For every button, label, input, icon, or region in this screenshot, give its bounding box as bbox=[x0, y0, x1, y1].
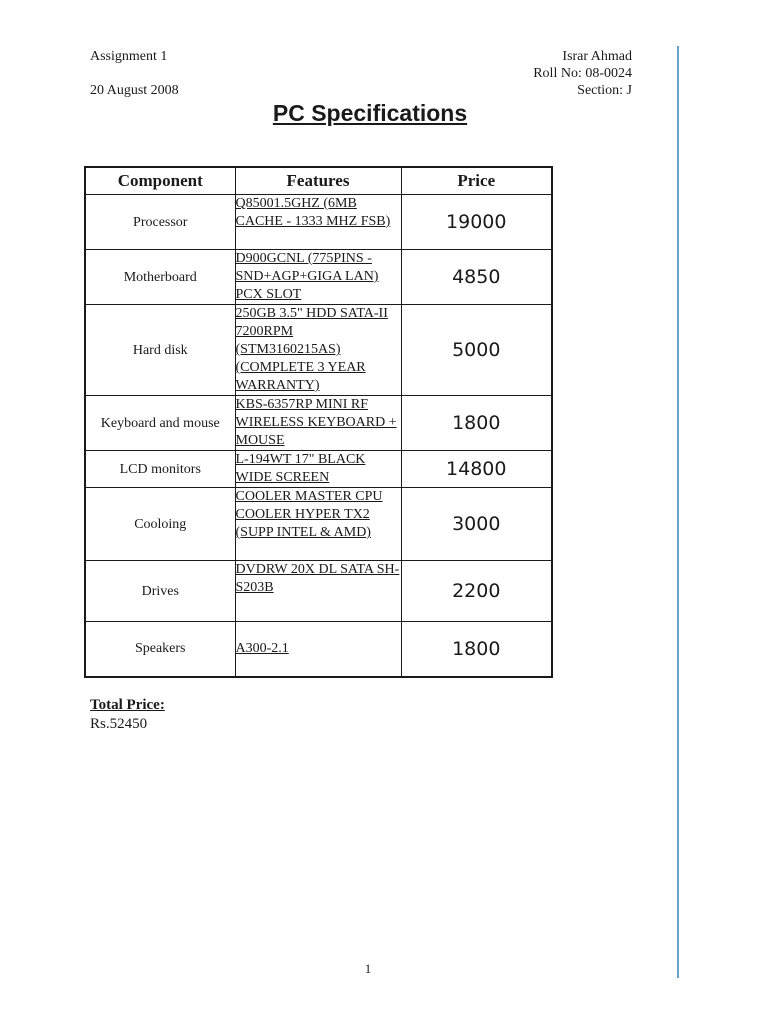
table-row bbox=[85, 305, 552, 396]
page-title: PC Specifications bbox=[272, 100, 468, 126]
table-row bbox=[85, 195, 552, 250]
column-header-features: Features bbox=[235, 167, 401, 195]
features-cell: DVDRW 20X DL SATA SH-S203B bbox=[235, 561, 401, 622]
table-row bbox=[85, 250, 552, 305]
table-row bbox=[85, 622, 552, 677]
page-number: 1 bbox=[364, 961, 372, 976]
table-row bbox=[85, 561, 552, 622]
component-cell: Drives bbox=[85, 561, 235, 622]
component-cell: Speakers bbox=[85, 622, 235, 677]
column-header-component: Component bbox=[85, 167, 235, 195]
section-label: Section: J bbox=[577, 83, 632, 98]
component-cell: LCD monitors bbox=[85, 451, 235, 488]
component-cell: Hard disk bbox=[85, 305, 235, 396]
student-name: Israr Ahmad bbox=[562, 49, 632, 64]
component-cell: Processor bbox=[85, 195, 235, 250]
assignment-label: Assignment 1 bbox=[90, 49, 168, 64]
component-cell: Cooloing bbox=[85, 488, 235, 561]
features-cell: L-194WT 17" BLACK WIDE SCREEN bbox=[235, 451, 401, 488]
table-row bbox=[85, 488, 552, 561]
component-cell: Motherboard bbox=[85, 250, 235, 305]
header-right bbox=[480, 48, 632, 99]
assignment-date: 20 August 2008 bbox=[90, 83, 179, 98]
features-cell: KBS-6357RP MINI RF WIRELESS KEYBOARD + MOUSE bbox=[235, 396, 401, 451]
total-price-block bbox=[90, 696, 165, 734]
header-left bbox=[90, 48, 179, 99]
price-cell: 1800 bbox=[401, 622, 552, 677]
features-cell: D900GCNL (775PINS - SND+AGP+GIGA LAN) PCX SLOT bbox=[235, 250, 401, 305]
price-cell: 2200 bbox=[401, 561, 552, 622]
total-price-label: Total Price: bbox=[90, 697, 165, 713]
total-price-value: Rs.52450 bbox=[90, 716, 148, 732]
table-header-row bbox=[85, 167, 552, 195]
price-cell: 1800 bbox=[401, 396, 552, 451]
features-cell: 250GB 3.5" HDD SATA-II 7200RPM (STM3160215AS) (COMPLETE 3 YEAR WARRANTY) bbox=[235, 305, 401, 396]
price-cell: 19000 bbox=[401, 195, 552, 250]
spec-table bbox=[84, 166, 553, 678]
page-margin-line bbox=[677, 46, 679, 978]
roll-number: Roll No: 08-0024 bbox=[533, 66, 632, 81]
header-spacer bbox=[90, 65, 179, 82]
price-cell: 3000 bbox=[401, 488, 552, 561]
features-cell: A300-2.1 bbox=[235, 622, 401, 677]
price-cell: 5000 bbox=[401, 305, 552, 396]
column-header-price: Price bbox=[401, 167, 552, 195]
features-cell: COOLER MASTER CPU COOLER HYPER TX2 (SUPP INTEL & AMD) bbox=[235, 488, 401, 561]
price-cell: 14800 bbox=[401, 451, 552, 488]
table-row bbox=[85, 451, 552, 488]
price-cell: 4850 bbox=[401, 250, 552, 305]
features-cell: Q85001.5GHZ (6MB CACHE - 1333 MHZ FSB) bbox=[235, 195, 401, 250]
component-cell: Keyboard and mouse bbox=[85, 396, 235, 451]
table-row bbox=[85, 396, 552, 451]
